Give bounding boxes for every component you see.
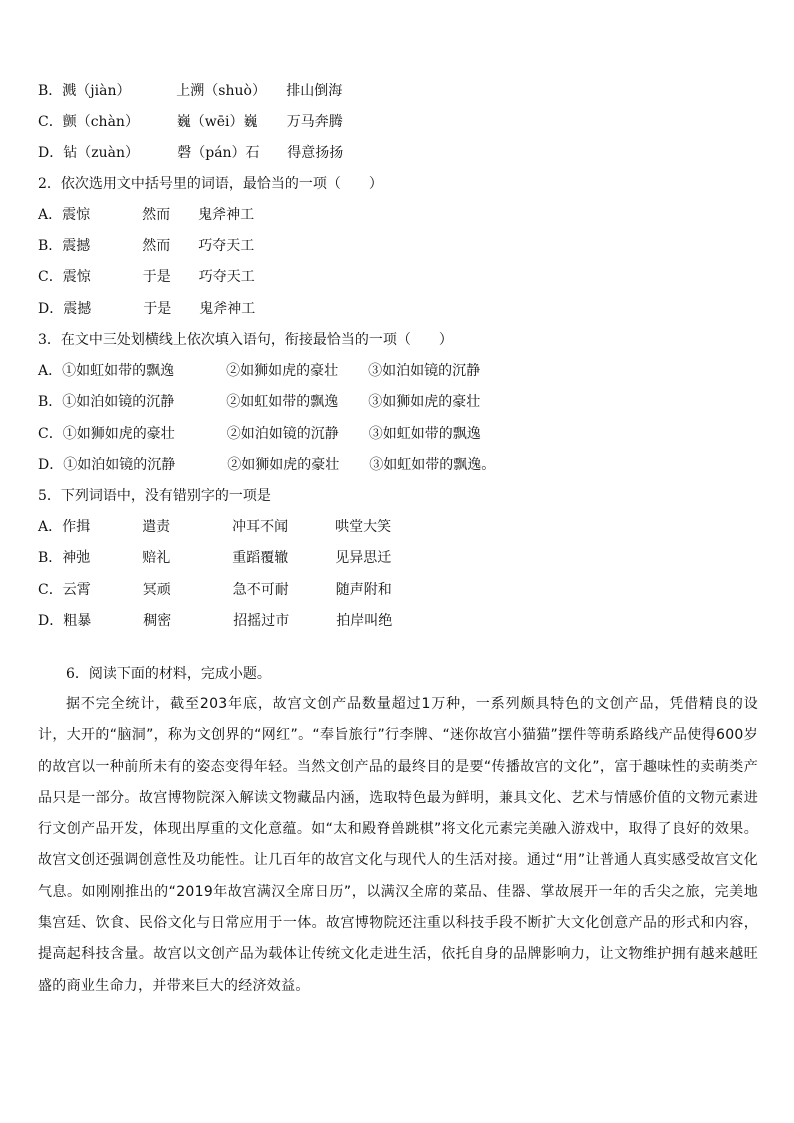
option-term-1: 钻（zuàn）: [63, 145, 139, 161]
option-letter: C．: [38, 114, 63, 130]
option-letter: A．: [38, 363, 63, 379]
option-term-1: 溅（jiàn）: [62, 83, 131, 99]
q6-title: 6．阅读下面的材料，完成小题。: [66, 666, 271, 682]
option-sentence-1: ①如虹如带的飘逸: [62, 363, 175, 379]
q5-stem: 5．下列词语中，没有错别字的一项是: [38, 488, 271, 504]
option-term-2: 于是: [142, 269, 171, 285]
option-sentence-1: ①如泊如镜的沉静: [62, 394, 175, 410]
option-term-2: 然而: [142, 207, 171, 223]
option-word-1: 粗暴: [63, 613, 92, 629]
option-letter: A．: [38, 519, 63, 535]
option-letter: B．: [38, 550, 63, 566]
q3-option-d: [38, 456, 495, 474]
option-term-3: 鬼斧神工: [198, 207, 255, 223]
option-term-1: 颤（chàn）: [62, 114, 139, 130]
option-term-2: 磬（pán）石: [177, 145, 260, 161]
option-term-2: 于是: [143, 301, 172, 317]
option-letter: C．: [38, 269, 63, 285]
option-word-4: 见异思迁: [335, 550, 392, 566]
option-term-3: 万马奔腾: [286, 114, 343, 130]
option-letter: D．: [38, 145, 64, 161]
q5-option-b: [38, 549, 391, 567]
option-sentence-2: ②如狮如虎的豪壮: [226, 363, 339, 379]
option-sentence-1: ①如狮如虎的豪壮: [62, 426, 175, 442]
option-word-3: 重蹈覆辙: [232, 550, 289, 566]
option-word-3: 急不可耐: [232, 582, 289, 598]
option-word-2: 遣责: [142, 519, 171, 535]
option-letter: D．: [38, 457, 64, 473]
option-term-2: 上溯（shuò）: [176, 83, 266, 99]
option-sentence-3: ③如虹如带的飘逸。: [369, 457, 496, 473]
option-letter: C．: [38, 582, 63, 598]
option-term-3: 鬼斧神工: [199, 301, 256, 317]
option-term-3: 巧夺天工: [198, 269, 255, 285]
option-sentence-3: ③如泊如镜的沉静: [368, 363, 481, 379]
q1-option-c: [38, 113, 343, 131]
option-word-2: 冥顽: [142, 582, 171, 598]
option-word-3: 冲耳不闻: [232, 519, 289, 535]
option-word-4: 哄堂大笑: [335, 519, 392, 535]
option-word-2: 赔礼: [142, 550, 171, 566]
option-sentence-2: ②如泊如镜的沉静: [226, 426, 339, 442]
option-term-1: 震惊: [62, 269, 91, 285]
option-sentence-1: ①如泊如镜的沉静: [63, 457, 176, 473]
q3-option-b: [38, 393, 480, 411]
option-letter: B．: [38, 238, 63, 254]
q5-option-a: [38, 518, 391, 536]
option-term-1: 震惊: [62, 207, 91, 223]
q2-option-b: [38, 237, 254, 255]
option-sentence-3: ③如虹如带的飘逸: [368, 426, 481, 442]
option-term-1: 震撼: [63, 301, 92, 317]
option-term-3: 排山倒海: [286, 83, 343, 99]
option-letter: C．: [38, 426, 63, 442]
option-letter: B．: [38, 83, 63, 99]
q3-option-c: [38, 425, 481, 443]
option-letter: D．: [38, 301, 64, 317]
option-word-4: 随声附和: [335, 582, 392, 598]
option-term-2: 然而: [142, 238, 171, 254]
q2-option-c: [38, 268, 255, 286]
option-word-1: 神弛: [62, 550, 91, 566]
option-term-3: 得意扬扬: [287, 145, 344, 161]
q1-option-b: [38, 82, 342, 100]
q2-option-a: [38, 206, 254, 224]
option-term-3: 巧夺天工: [198, 238, 255, 254]
q6-reading-passage: 据不完全统计，截至203年底，故宫文创产品数量超过1万种，一系列颇具特色的文创产品，凭借精良的设计，大开的“脑洞”，称为文创界的“网红”。“奉旨旅行”行李牌、“迷你故宫小猫猫”摆件等萌系路线产品使得600岁的故宫以一种前所未有的姿态变得年轻。当然文创产品的最终目的是要“传播故宫的文化”，富于趣味性的卖萌类产品只是一部分。故宫博物院深入解读文物藏品内涵，选取特色最为鲜明，兼具文化、艺术与情感价值的文物元素进行文创产品开发，体现出厚重的文化意蕴。如“太和殿脊兽跳棋”将文化元素完美融入游戏中，取得了良好的效果。故宫文创还强调创意性及功能性。让几百年的故宫文化与现代人的生活对接。通过“用”让普通人真实感受故宫文化气息。如刚刚推出的“2019年故宫满汉全席日历”，以满汉全席的菜品、佳器、掌故展开一年的舌尖之旅，完美地集宫廷、饮食、民俗文化与日常应用于一体。故宫博物院还注重以科技手段不断扩大文化创意产品的形式和内容，提高起科技含量。故宫以文创产品为载体让传统文化走进生活，依托自身的品牌影响力，让文物维护拥有越来越旺盛的商业生命力，并带来巨大的经济效益。: [38, 696, 758, 994]
option-word-4: 拍岸叫绝: [336, 613, 393, 629]
option-sentence-2: ②如狮如虎的豪壮: [227, 457, 340, 473]
option-letter: B．: [38, 394, 63, 410]
option-term-2: 巍（wēi）巍: [176, 114, 258, 130]
q5-option-c: [38, 581, 392, 599]
option-sentence-3: ③如狮如虎的豪壮: [368, 394, 481, 410]
option-term-1: 震撼: [62, 238, 91, 254]
q3-stem: 3．在文中三处划横线上依次填入语句，衔接最恰当的一项（ ）: [38, 332, 453, 348]
option-letter: A．: [38, 207, 63, 223]
q2-option-d: [38, 300, 255, 318]
option-word-2: 稠密: [143, 613, 172, 629]
option-word-1: 作揖: [62, 519, 91, 535]
option-word-3: 招摇过市: [233, 613, 290, 629]
q2-stem: 2．依次选用文中括号里的词语，最恰当的一项（ ）: [38, 176, 383, 192]
q1-option-d: [38, 144, 343, 162]
option-sentence-2: ②如虹如带的飘逸: [226, 394, 339, 410]
option-letter: D．: [38, 613, 64, 629]
q5-option-d: [38, 612, 392, 630]
q3-option-a: [38, 362, 480, 380]
option-word-1: 云霄: [62, 582, 91, 598]
